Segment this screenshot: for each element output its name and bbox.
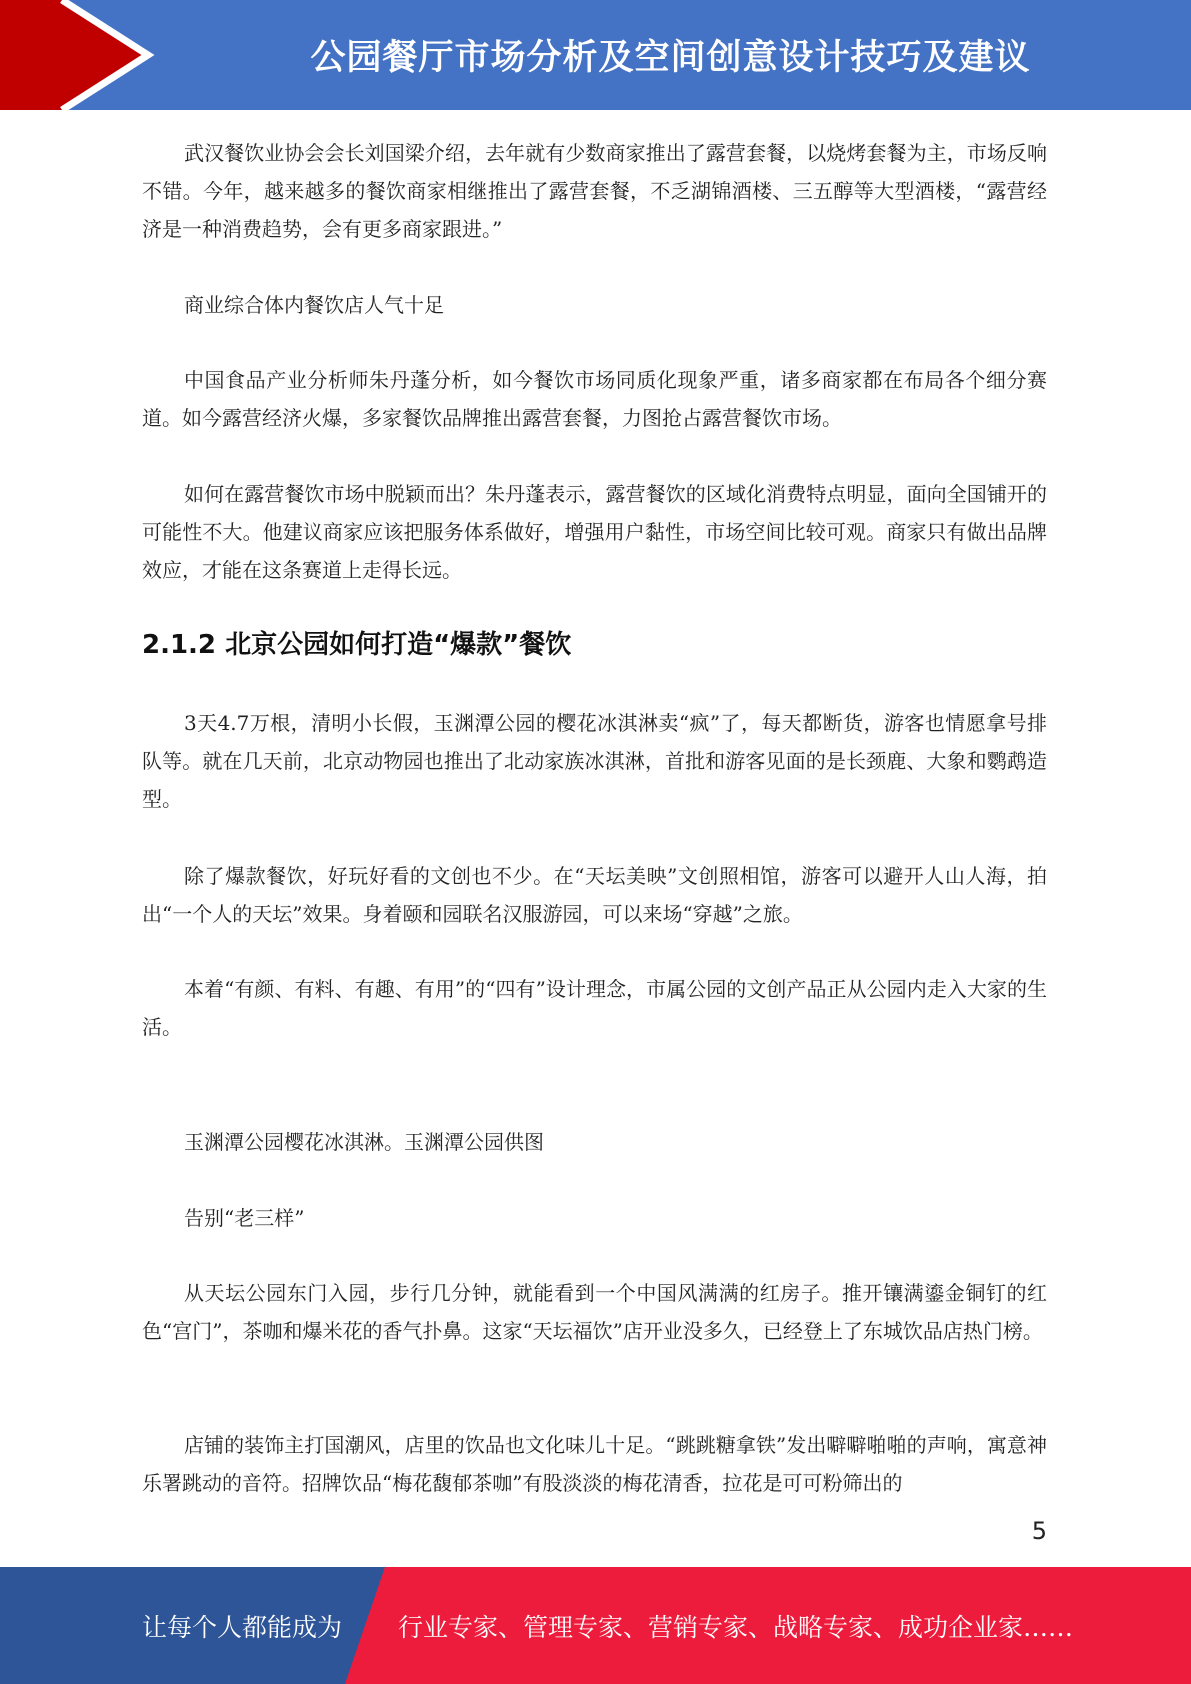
page-header [0, 0, 1191, 110]
body-paragraph: 本着“有颜、有料、有趣、有用”的“四有”设计理念，市属公园的文创产品正从公园内走入大家的生活。 [142, 977, 1047, 1039]
paragraph-2 [142, 286, 1047, 324]
document-title: 公园餐厅市场分析及空间创意设计技巧及建议 [310, 38, 1031, 78]
body-paragraph: 商业综合体内餐饮店人气十足 [184, 293, 444, 317]
body-paragraph: 中国食品产业分析师朱丹蓬分析，如今餐饮市场同质化现象严重，诸多商家都在布局各个细分赛道。如今露营经济火爆，多家餐饮品牌推出露营套餐，力图抢占露营餐饮市场。 [142, 368, 1047, 430]
body-paragraph: 店铺的装饰主打国潮风，店里的饮品也文化味儿十足。“跳跳糖拿铁”发出噼噼啪啪的声响，寓意神乐署跳动的音符。招牌饮品“梅花馥郁茶咖”有股淡淡的梅花清香，拉花是可可粉筛出的 [142, 1433, 1047, 1495]
paragraph-4 [142, 475, 1047, 589]
body-paragraph: 武汉餐饮业协会会长刘国梁介绍，去年就有少数商家推出了露营套餐，以烧烤套餐为主，市场反响不错。今年，越来越多的餐饮商家相继推出了露营套餐，不乏湖锦酒楼、三五醇等大型酒楼，“露营经济是一种消费趋势，会有更多商家跟进。” [142, 141, 1047, 241]
paragraph-9 [142, 1426, 1047, 1502]
footer-slogan-right: 行业专家、管理专家、营销专家、战略专家、成功企业家…… [398, 1612, 1074, 1642]
subheading [142, 1199, 1047, 1237]
paragraph-6 [142, 857, 1047, 933]
section-heading: 2.1.2 北京公园如何打造“爆款”餐饮 [142, 630, 572, 660]
paragraph-5 [142, 704, 1047, 818]
paragraph-8 [142, 1274, 1047, 1350]
body-paragraph: 从天坛公园东门入园，步行几分钟，就能看到一个中国风满满的红房子。推开镶满鎏金铜钉的红色“宫门”，茶咖和爆米花的香气扑鼻。这家“天坛福饮”店开业没多久，已经登上了东城饮品店热门榜。 [142, 1281, 1047, 1343]
body-paragraph: 3天4.7万根，清明小长假，玉渊潭公园的樱花冰淇淋卖“疯”了，每天都断货，游客也情愿拿号排队等。就在几天前，北京动物园也推出了北动家族冰淇淋，首批和游客见面的是长颈鹿、大象和鹦鹉造型。 [142, 711, 1047, 811]
caption-text: 玉渊潭公园樱花冰淇淋。玉渊潭公园供图 [184, 1130, 544, 1154]
image-caption [142, 1123, 1047, 1161]
body-paragraph: 除了爆款餐饮，好玩好看的文创也不少。在“天坛美映”文创照相馆，游客可以避开人山人海，拍出“一个人的天坛”效果。身着颐和园联名汉服游园，可以来场“穿越”之旅。 [142, 864, 1047, 926]
paragraph-7 [142, 970, 1047, 1046]
paragraph-3 [142, 361, 1047, 437]
page-number: 5 [1031, 1517, 1047, 1545]
subheading-text: 告别“老三样” [184, 1206, 305, 1230]
body-paragraph: 如何在露营餐饮市场中脱颖而出？朱丹蓬表示，露营餐饮的区域化消费特点明显，面向全国铺开的可能性不大。他建议商家应该把服务体系做好，增强用户黏性，市场空间比较可观。商家只有做出品牌效应，才能在这条赛道上走得长远。 [142, 482, 1047, 582]
paragraph-1 [142, 134, 1047, 248]
page-footer [0, 1567, 1191, 1684]
footer-slogan-left: 让每个人都能成为 [142, 1612, 343, 1642]
